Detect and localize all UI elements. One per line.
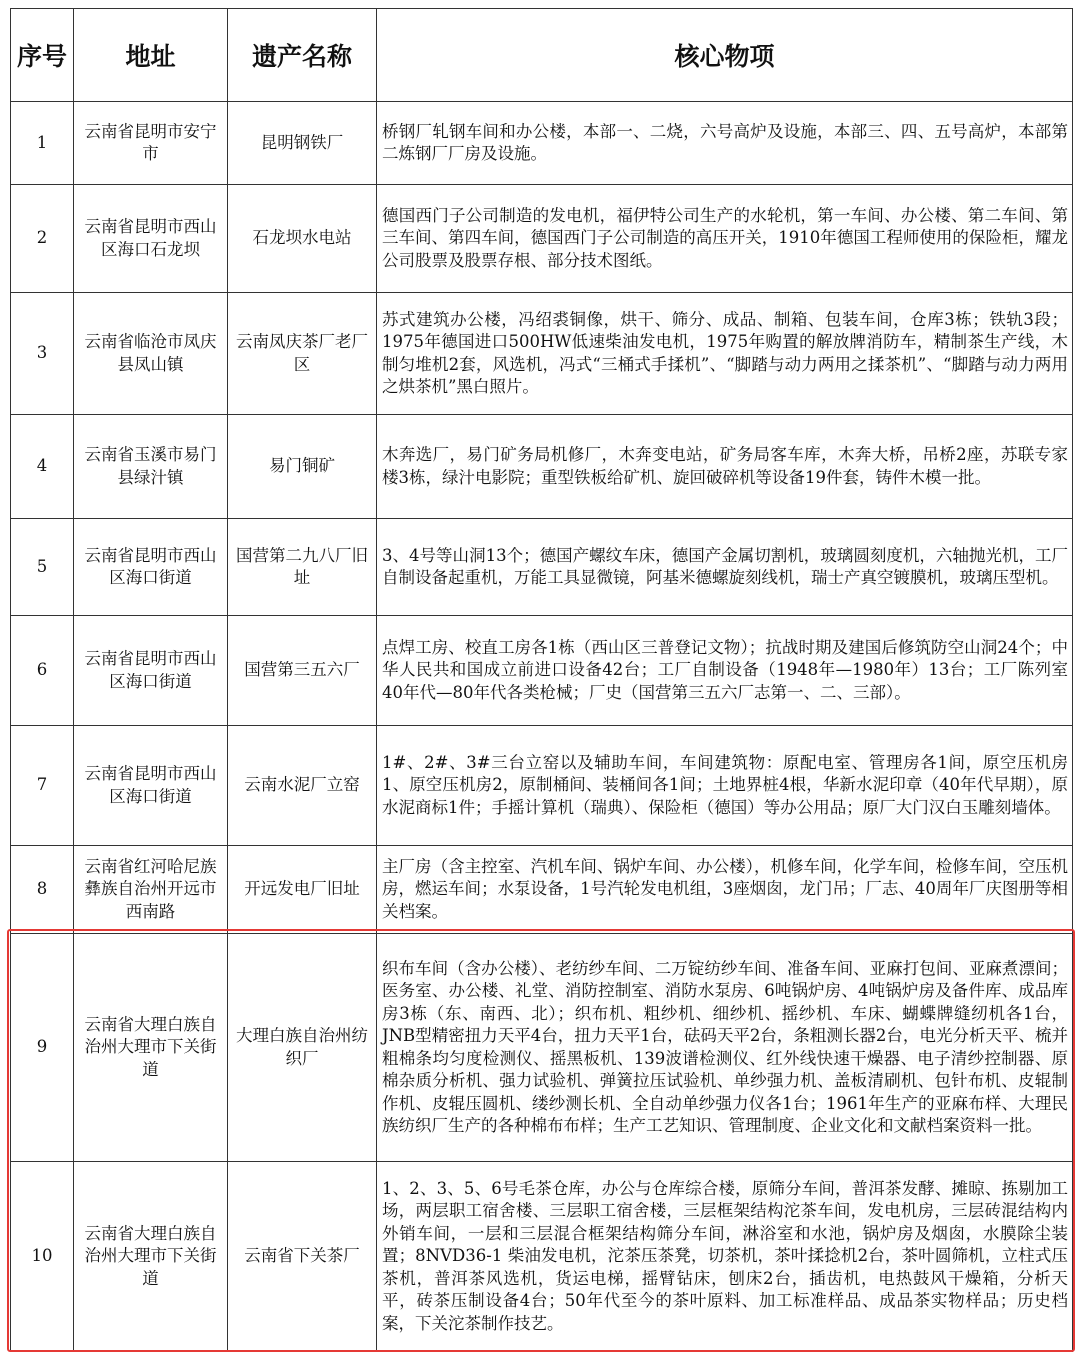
row-seq: 7 — [11, 726, 74, 846]
row-address: 云南省昆明市安宁市 — [74, 102, 228, 185]
row-core-items: 点焊工房、校直工房各1栋（西山区三普登记文物）；抗战时期及建国后修筑防空山洞24个；中华人民共和国成立前进口设备42台；工厂自制设备（1948年—1980年）13台；工厂陈列室40年代—80年代各类枪械；厂史（国营第三五六厂志第一、二、三部）。 — [377, 616, 1073, 726]
header-core-items: 核心物项 — [377, 9, 1073, 102]
table-row — [11, 846, 1073, 934]
row-seq: 5 — [11, 519, 74, 616]
row-seq: 3 — [11, 293, 74, 415]
row-address: 云南省昆明市西山区海口石龙坝 — [74, 185, 228, 293]
table-row — [11, 293, 1073, 415]
row-seq: 2 — [11, 185, 74, 293]
row-heritage-name: 云南省下关茶厂 — [228, 1162, 377, 1352]
row-seq: 4 — [11, 415, 74, 519]
row-heritage-name: 易门铜矿 — [228, 415, 377, 519]
table-row — [11, 415, 1073, 519]
row-seq: 1 — [11, 102, 74, 185]
row-heritage-name: 石龙坝水电站 — [228, 185, 377, 293]
table-row — [11, 1162, 1073, 1352]
row-address: 云南省红河哈尼族彝族自治州开远市西南路 — [74, 846, 228, 934]
row-address: 云南省昆明市西山区海口街道 — [74, 519, 228, 616]
row-heritage-name: 国营第二九八厂旧址 — [228, 519, 377, 616]
row-address: 云南省昆明市西山区海口街道 — [74, 726, 228, 846]
row-address: 云南省玉溪市易门县绿汁镇 — [74, 415, 228, 519]
row-seq: 6 — [11, 616, 74, 726]
row-seq: 9 — [11, 934, 74, 1162]
row-heritage-name: 大理白族自治州纺织厂 — [228, 934, 377, 1162]
row-heritage-name: 昆明钢铁厂 — [228, 102, 377, 185]
row-core-items: 桥钢厂轧钢车间和办公楼，本部一、二烧，六号高炉及设施，本部三、四、五号高炉，本部第二炼钢厂厂房及设施。 — [377, 102, 1073, 185]
row-heritage-name: 云南水泥厂立窑 — [228, 726, 377, 846]
header-heritage-name: 遗产名称 — [228, 9, 377, 102]
row-core-items: 织布车间（含办公楼）、老纺纱车间、二万锭纺纱车间、准备车间、亚麻打包间、亚麻煮漂间；医务室、办公楼、礼堂、消防控制室、消防水泵房、6吨锅炉房、4吨锅炉房及备件库、成品库房3栋（东、南西、北）；织布机、粗纱机、细纱机、摇纱机、车床、蝴蝶牌缝纫机各1台，JNB型精密扭力天平4台，扭力天平1台，砝码天平2台，条粗测长器2台，电光分析天平、梳并粗棉条均匀度检测仪、摇黑板机、139波谱检测仪、红外线快速干燥器、电子清纱控制器、原棉杂质分析机、强力试验机、弹簧拉压试验机、单纱强力机、盖板清刷机、包针布机、皮辊制作机、皮辊压圆机、缕纱测长机、全自动单纱强力仪各1台；1961年生产的亚麻布样、大理民族纺织厂生产的各种棉布布样；生产工艺知识、管理制度、企业文化和文献档案资料一批。 — [377, 934, 1073, 1162]
row-core-items: 德国西门子公司制造的发电机，福伊特公司生产的水轮机，第一车间、办公楼、第二车间、第三车间、第四车间，德国西门子公司制造的高压开关，1910年德国工程师使用的保险柜，耀龙公司股票及股票存根、部分技术图纸。 — [377, 185, 1073, 293]
row-core-items: 1#、2#、3#三台立窑以及辅助车间，车间建筑物：原配电室、管理房各1间，原空压机房1、原空压机房2，原制桶间、装桶间各1间；土地界桩4根，华新水泥印章（40年代早期），原水泥商标1件；手摇计算机（瑞典）、保险柜（德国）等办公用品；原厂大门汉白玉雕刻墙体。 — [377, 726, 1073, 846]
heritage-table — [10, 8, 1073, 1352]
table-row — [11, 102, 1073, 185]
row-address: 云南省临沧市凤庆县凤山镇 — [74, 293, 228, 415]
row-core-items: 木奔选厂，易门矿务局机修厂，木奔变电站，矿务局客车库，木奔大桥，吊桥2座，苏联专家楼3栋，绿汁电影院；重型铁板给矿机、旋回破碎机等设备19件套，铸件木模一批。 — [377, 415, 1073, 519]
row-heritage-name: 云南凤庆茶厂老厂区 — [228, 293, 377, 415]
table-row — [11, 185, 1073, 293]
row-seq: 10 — [11, 1162, 74, 1352]
table-row — [11, 616, 1073, 726]
row-core-items: 苏式建筑办公楼，冯绍裘铜像，烘干、筛分、成品、制箱、包装车间，仓库3栋；铁轨3段；1975年德国进口500HW低速柴油发电机，1975年购置的解放牌消防车，精制茶生产线，木制匀堆机2套，风选机，冯式“三桶式手揉机”、“脚踏与动力两用之揉茶机”、“脚踏与动力两用之烘茶机”黑白照片。 — [377, 293, 1073, 415]
row-core-items: 主厂房（含主控室、汽机车间、锅炉车间、办公楼），机修车间，化学车间，检修车间，空压机房，燃运车间；水泵设备，1号汽轮发电机组，3座烟囱，龙门吊；厂志、40周年厂庆图册等相关档案。 — [377, 846, 1073, 934]
table-row — [11, 934, 1073, 1162]
row-address: 云南省大理白族自治州大理市下关街道 — [74, 1162, 228, 1352]
table-row — [11, 726, 1073, 846]
row-heritage-name: 国营第三五六厂 — [228, 616, 377, 726]
header-address: 地址 — [74, 9, 228, 102]
table-row — [11, 519, 1073, 616]
header-row — [11, 9, 1073, 102]
row-address: 云南省大理白族自治州大理市下关街道 — [74, 934, 228, 1162]
row-core-items: 3、4号等山洞13个；德国产螺纹车床，德国产金属切割机，玻璃圆刻度机，六轴抛光机，工厂自制设备起重机，万能工具显微镜，阿基米德螺旋刻线机，瑞士产真空镀膜机，玻璃压型机。 — [377, 519, 1073, 616]
row-core-items: 1、2、3、5、6号毛茶仓库，办公与仓库综合楼，原筛分车间，普洱茶发酵、摊晾、拣剔加工场，两层职工宿舍楼、三层职工宿舍楼，三层框架结构沱茶车间，发电机房，三层砖混结构内外销车间，一层和三层混合框架结构筛分车间，淋浴室和水池，锅炉房及烟囱，水膜除尘装置；8NVD36-1 柴油发电机，沱茶压茶凳，切茶机，茶叶揉捻机2台，茶叶圆筛机，立柱式压茶机，普洱茶风选机，货运电梯，摇臂钻床，刨床2台，插齿机，电热鼓风干燥箱，分析天平，砖茶压制设备4台；50年代至今的茶叶原料、加工标准样品、成品茶实物样品；历史档案，下关沱茶制作技艺。 — [377, 1162, 1073, 1352]
header-seq: 序号 — [11, 9, 74, 102]
row-address: 云南省昆明市西山区海口街道 — [74, 616, 228, 726]
row-seq: 8 — [11, 846, 74, 934]
row-heritage-name: 开远发电厂旧址 — [228, 846, 377, 934]
